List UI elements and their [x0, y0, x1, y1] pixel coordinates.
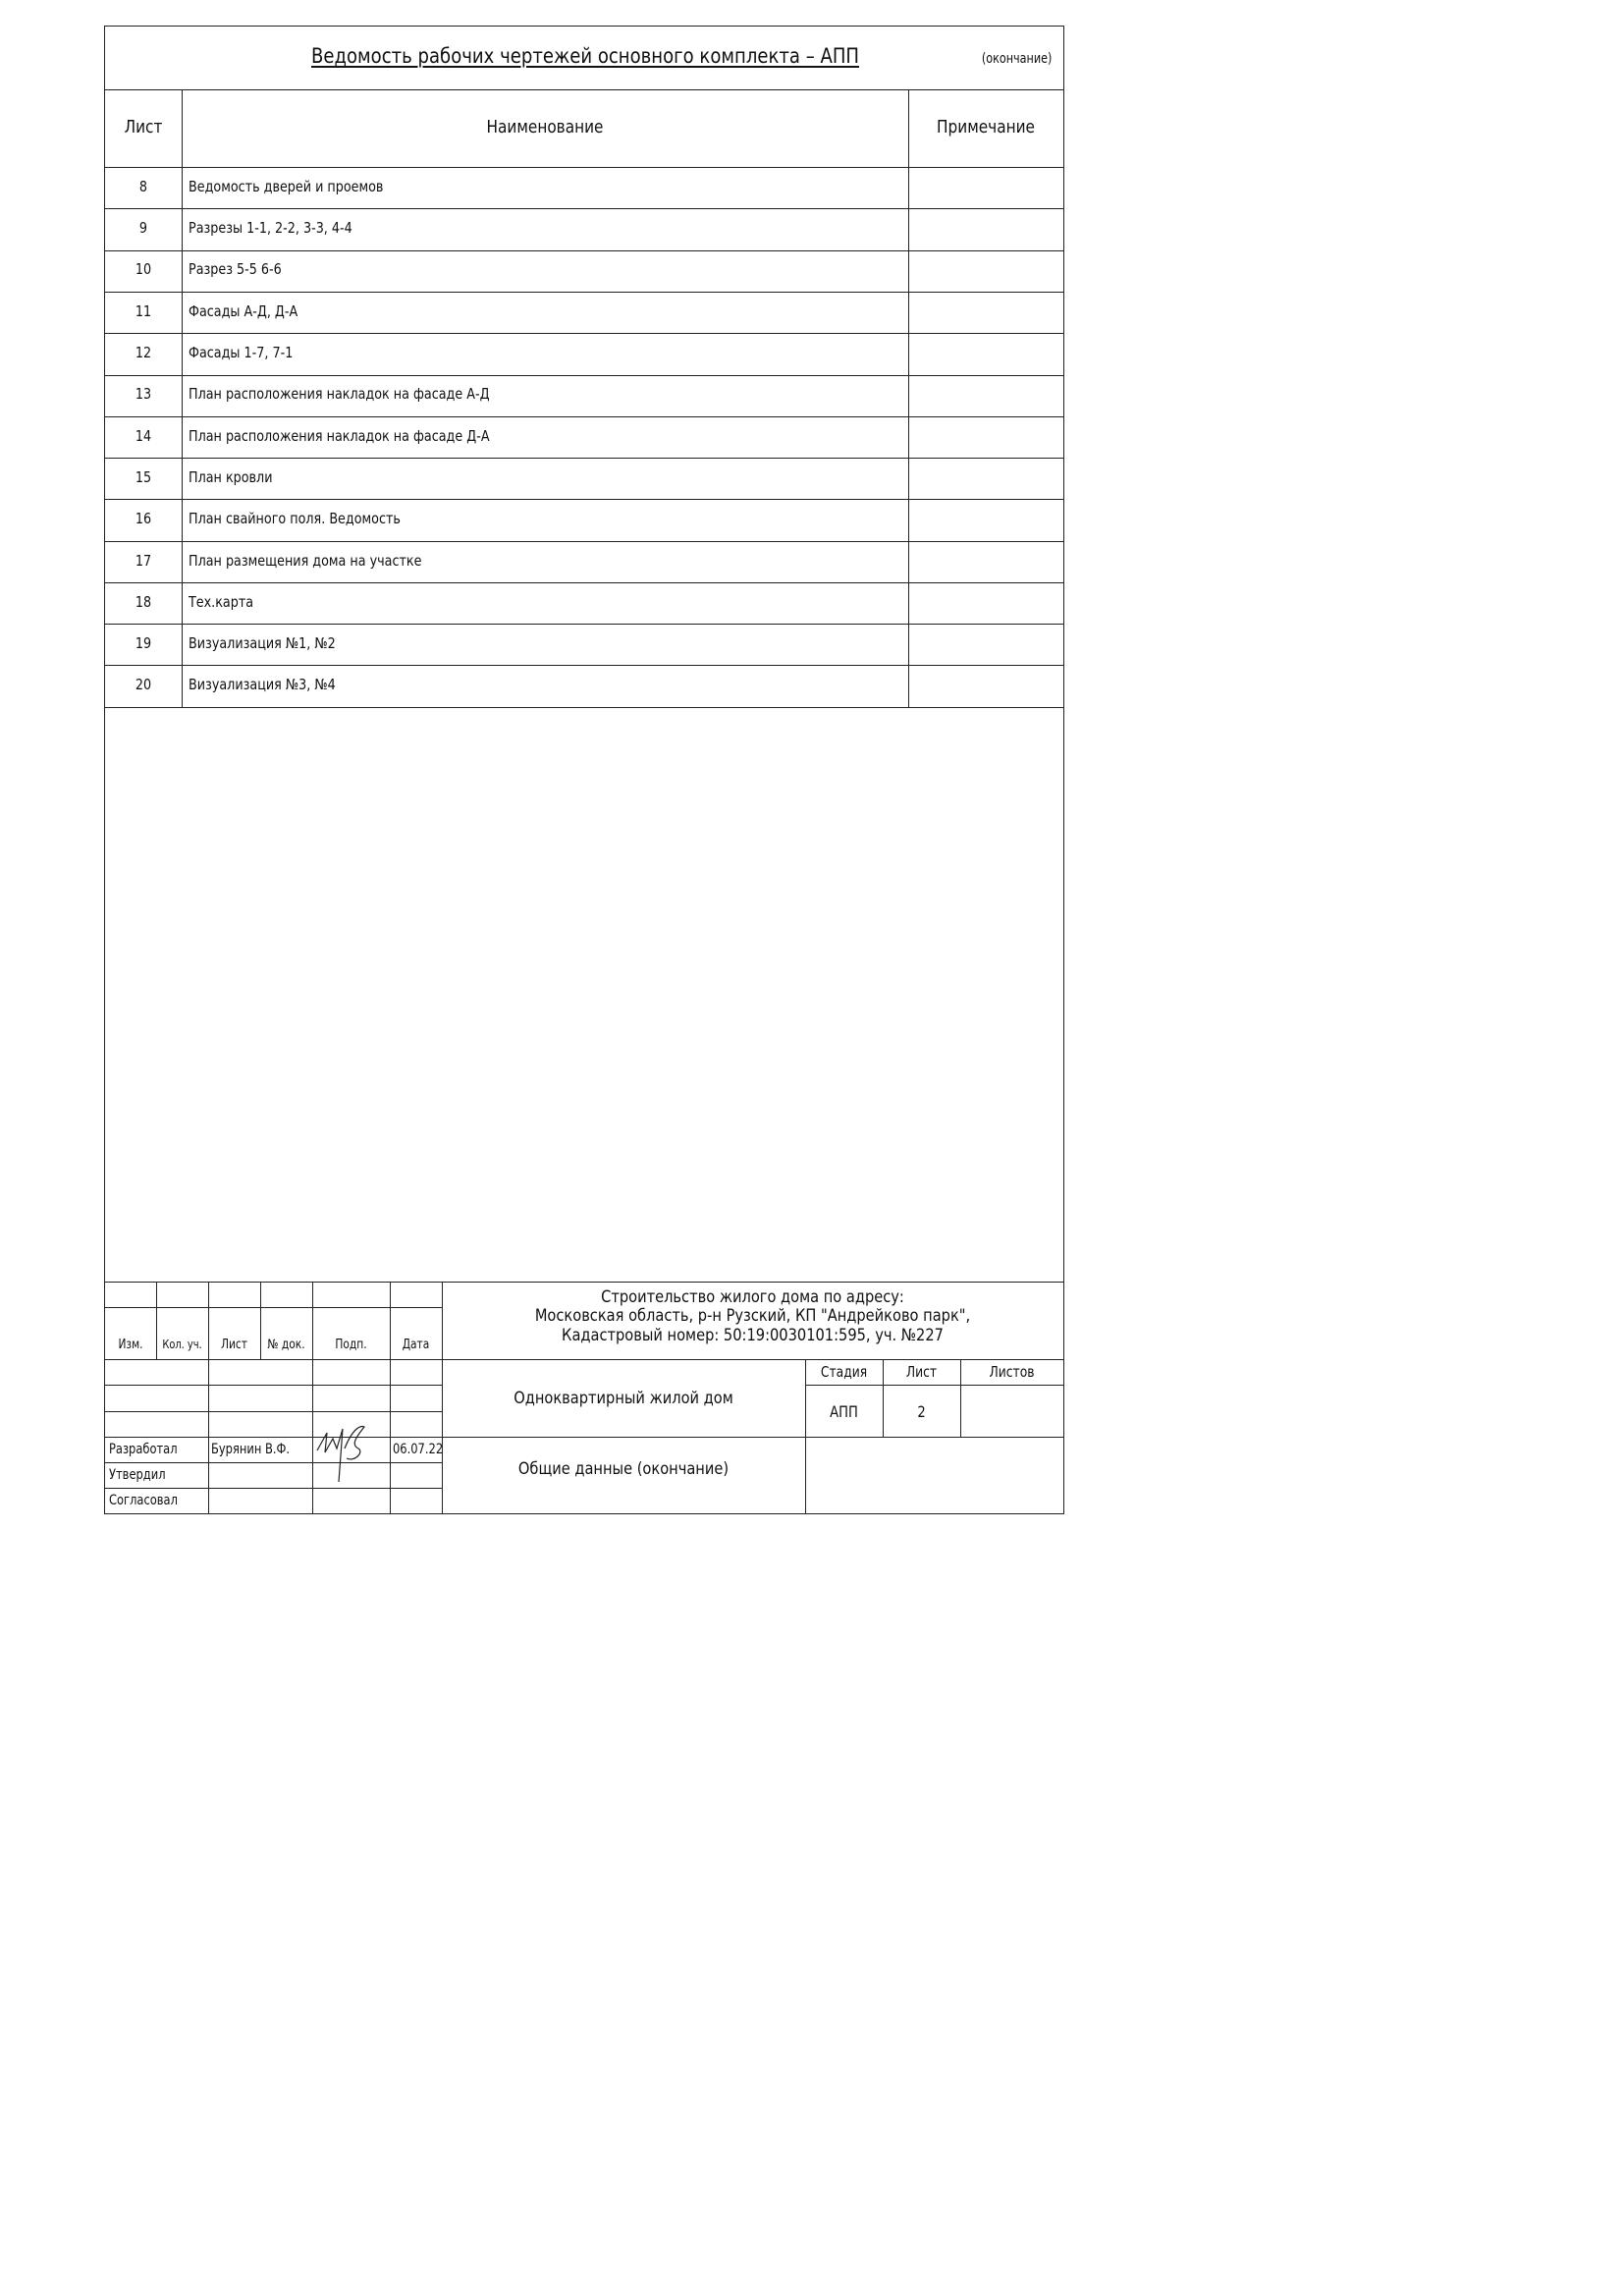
- row-divider: [105, 416, 1063, 417]
- row-sheet: 8: [138, 178, 148, 195]
- row-name: Тех.карта: [189, 593, 254, 611]
- row-divider: [105, 333, 1063, 334]
- row-divider: [105, 292, 1063, 293]
- note-col-divider: [908, 89, 909, 707]
- stamp-line: [105, 1437, 1063, 1438]
- row-divider: [105, 707, 1063, 708]
- row-name: План размещения дома на участке: [189, 552, 422, 570]
- row-sheet: 20: [135, 676, 152, 693]
- row-divider: [105, 375, 1063, 376]
- row-name: Разрезы 1-1, 2-2, 3-3, 4-4: [189, 219, 352, 237]
- role-approved: Утвердил: [109, 1467, 166, 1483]
- col-list: Лист: [220, 1338, 248, 1352]
- drawing-sheet: [104, 26, 1064, 1514]
- row-sheet: 18: [135, 593, 152, 611]
- row-sheet: 16: [135, 510, 152, 527]
- col-izm: Изм.: [118, 1338, 143, 1352]
- stamp-line: [105, 1488, 442, 1489]
- title-suffix: (окончание): [981, 51, 1052, 67]
- project-line: Строительство жилого дома по адресу:: [601, 1287, 904, 1307]
- stamp-line: [105, 1411, 442, 1412]
- stamp-line: [805, 1359, 806, 1513]
- row-name: План кровли: [189, 468, 273, 486]
- row-name: Ведомость дверей и проемов: [189, 178, 384, 195]
- role-developed: Разработал: [109, 1442, 178, 1457]
- row-name: План свайного поля. Ведомость: [189, 510, 401, 527]
- row-name: Фасады А-Д, Д-А: [189, 302, 298, 320]
- row-sheet: 9: [138, 219, 148, 237]
- col-date: Дата: [402, 1338, 430, 1352]
- row-divider: [105, 250, 1063, 251]
- row-name: План расположения накладок на фасаде А-Д: [189, 385, 490, 403]
- header-sheet: Лист: [124, 117, 163, 137]
- row-divider: [105, 541, 1063, 542]
- title-divider: [105, 89, 1063, 90]
- row-divider: [105, 665, 1063, 666]
- row-sheet: 19: [135, 634, 152, 652]
- sheet-name: Общие данные (окончание): [517, 1459, 730, 1479]
- stamp-line: [105, 1359, 1063, 1360]
- header-divider: [105, 167, 1063, 168]
- col-sign: Подп.: [335, 1338, 367, 1352]
- row-sheet: 13: [135, 385, 152, 403]
- sheets-label: Листов: [989, 1363, 1035, 1381]
- stamp-line: [156, 1282, 157, 1359]
- header-name: Наименование: [486, 117, 604, 137]
- stamp-line: [105, 1462, 442, 1463]
- row-sheet: 14: [135, 427, 152, 445]
- stage-label: Стадия: [820, 1363, 868, 1381]
- header-note: Примечание: [937, 117, 1035, 137]
- row-sheet: 10: [135, 260, 152, 278]
- developer-name: Бурянин В.Ф.: [211, 1442, 291, 1457]
- row-sheet: 12: [135, 344, 152, 361]
- col-doc-no: № док.: [267, 1338, 305, 1352]
- project-line: Московская область, р-н Рузский, КП "Андрейково парк",: [534, 1306, 971, 1326]
- stage-value: АПП: [830, 1402, 858, 1421]
- row-name: Фасады 1-7, 7-1: [189, 344, 294, 361]
- stamp-line: [805, 1385, 1063, 1386]
- col-kol-uch: Кол. уч.: [162, 1338, 202, 1351]
- row-sheet: 17: [135, 552, 152, 570]
- project-line: Кадастровый номер: 50:19:0030101:595, уч. №227: [562, 1326, 944, 1345]
- stamp-line: [390, 1282, 391, 1513]
- role-agreed: Согласовал: [109, 1493, 178, 1508]
- sheet-col-divider: [182, 89, 183, 707]
- stamp-line: [960, 1359, 961, 1437]
- row-divider: [105, 582, 1063, 583]
- stamp-line: [105, 1385, 442, 1386]
- row-name: Визуализация №1, №2: [189, 634, 336, 652]
- row-divider: [105, 499, 1063, 500]
- stamp-line: [260, 1282, 261, 1359]
- sheet-value: 2: [917, 1402, 926, 1421]
- sheet-label: Лист: [905, 1363, 938, 1381]
- stamp-line: [883, 1359, 884, 1437]
- row-divider: [105, 458, 1063, 459]
- stamp-line: [208, 1282, 209, 1513]
- row-sheet: 11: [135, 302, 152, 320]
- row-divider: [105, 624, 1063, 625]
- stamp-top-border: [105, 1282, 1063, 1283]
- signature-mark: [313, 1419, 382, 1484]
- row-name: Разрез 5-5 6-6: [189, 260, 282, 278]
- row-name: Визуализация №3, №4: [189, 676, 336, 693]
- row-divider: [105, 208, 1063, 209]
- row-sheet: 15: [135, 468, 152, 486]
- object-name: Одноквартирный жилой дом: [514, 1389, 733, 1408]
- row-name: План расположения накладок на фасаде Д-А: [189, 427, 490, 445]
- document-title: Ведомость рабочих чертежей основного комплекта – АПП: [310, 44, 860, 68]
- developed-date: 06.07.22: [393, 1442, 444, 1457]
- stamp-line: [442, 1282, 443, 1513]
